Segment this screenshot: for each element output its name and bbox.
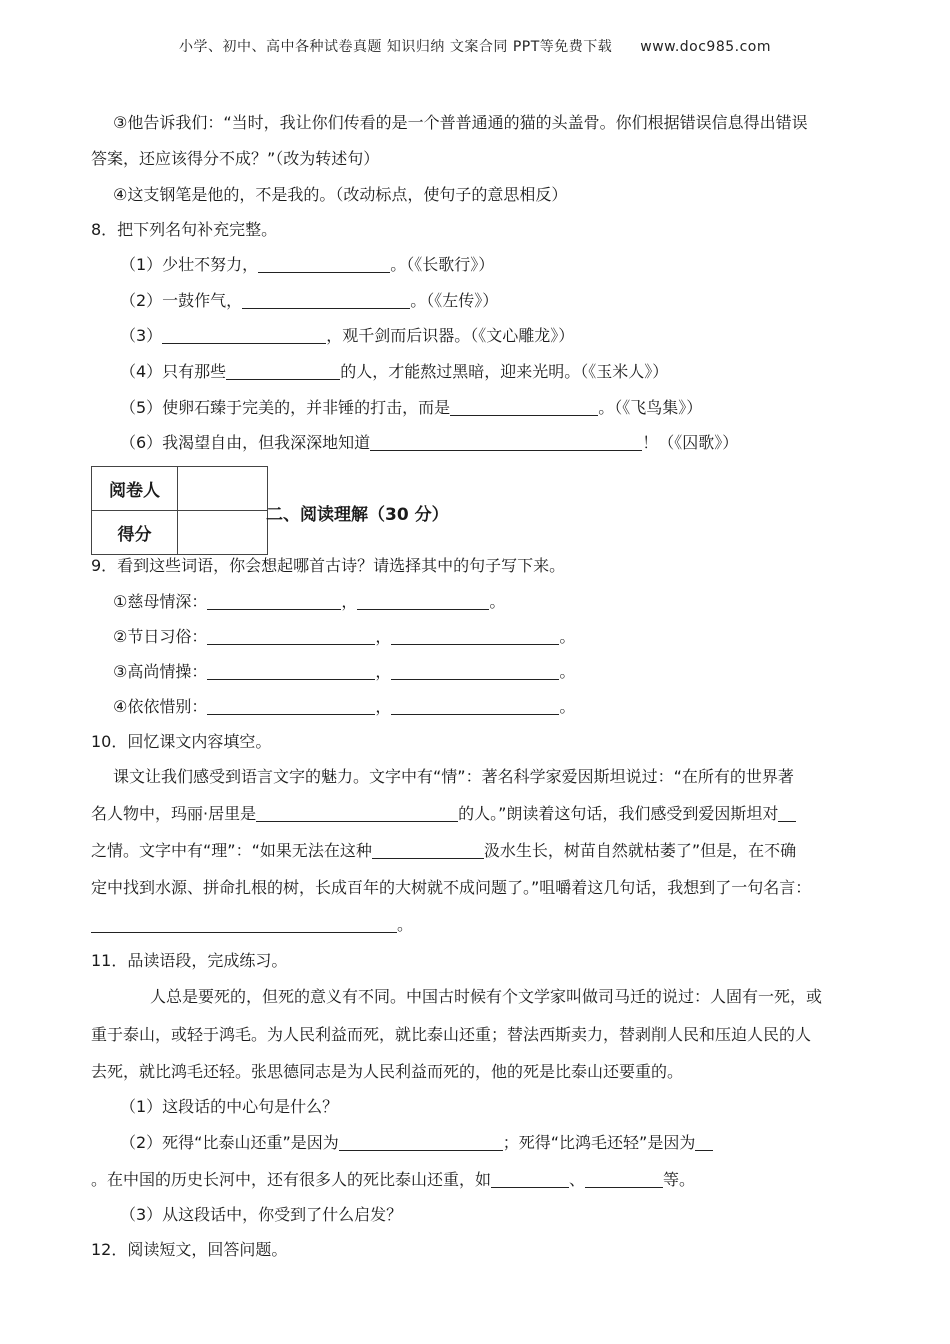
- q8-s2-post: 。（《左传》）: [410, 291, 499, 310]
- q8-s3-blank[interactable]: [162, 327, 326, 344]
- q8-s1-post: 。（《长歌行》）: [390, 255, 495, 274]
- q9-i3-blank-b[interactable]: [391, 663, 559, 680]
- section-title: 二、阅读理解（30 分）: [266, 505, 449, 525]
- grader-value[interactable]: [178, 467, 268, 511]
- q11-blank-2[interactable]: [695, 1134, 713, 1151]
- q10-blank-4[interactable]: [91, 916, 397, 933]
- q9-i1-blank-b[interactable]: [357, 593, 489, 610]
- q9-i2-period: 。: [559, 627, 576, 646]
- q11-sub-1: （1）这段话的中心句是什么？: [120, 1097, 339, 1116]
- q7-item3-line2: 答案，还应该得分不成？”（改为转述句）: [91, 149, 380, 168]
- q9-i4-period: 。: [559, 697, 576, 716]
- q9-item-3: [113, 661, 575, 683]
- q7-item4: ④这支钢笔是他的，不是我的。（改动标点，使句子的意思相反）: [113, 185, 568, 204]
- q10-blank-2[interactable]: [778, 805, 796, 822]
- q11-sub-3: （3）从这段话中，你受到了什么启发？: [120, 1205, 403, 1224]
- score-label: 得分: [92, 511, 178, 555]
- q8-s4-post: 的人，才能熬过黑暗，迎来光明。（《玉米人》）: [340, 362, 669, 381]
- q8-sentence-4: [120, 361, 668, 383]
- page-header: [0, 36, 950, 56]
- q9-i2-blank-a[interactable]: [207, 628, 375, 645]
- q9-item-2: [113, 626, 575, 648]
- q11-blank-3[interactable]: [491, 1171, 569, 1188]
- q10-blank-3[interactable]: [372, 842, 484, 859]
- q8-s6-blank[interactable]: [370, 434, 642, 451]
- q8-s1-blank[interactable]: [258, 256, 390, 273]
- q10-line-4: 定中找到水源、拼命扎根的树，长成百年的大树就不成问题了。”咀嚼着这几句话，我想到了一句名言：: [91, 878, 812, 897]
- q11-sub2-mid: ；死得“比鸿毛还轻”是因为: [502, 1133, 696, 1152]
- q10-l2-pre: 名人物中，玛丽·居里是: [91, 804, 257, 823]
- q8-s2-pre: （2）一鼓作气，: [120, 291, 243, 310]
- q11-para-1: 人总是要死的，但死的意义有不同。中国古时候有个文学家叫做司马迁的说过：人固有一死，或: [150, 987, 823, 1006]
- q9-i1-period: 。: [489, 592, 506, 611]
- q11-sub2-sep: 、: [569, 1170, 586, 1189]
- q9-i3-label: ③高尚情操：: [113, 662, 208, 681]
- q9-i3-blank-a[interactable]: [207, 663, 375, 680]
- q9-i4-label: ④依依惜别：: [113, 697, 208, 716]
- q8-s3-pre: （3）: [120, 326, 163, 345]
- q8-sentence-1: [120, 254, 494, 276]
- q8-s2-blank[interactable]: [242, 292, 410, 309]
- q10-line-3: [91, 840, 796, 862]
- q8-s4-blank[interactable]: [226, 363, 340, 380]
- q9-i4-blank-b[interactable]: [391, 698, 559, 715]
- q8-s3-post: ，观千剑而后识器。（《文心雕龙》）: [326, 326, 575, 345]
- q8-s4-pre: （4）只有那些: [120, 362, 227, 381]
- q10-stem: 10．回忆课文内容填空。: [91, 732, 272, 751]
- q10-l5-post: 。: [397, 915, 414, 934]
- q10-blank-1[interactable]: [256, 805, 458, 822]
- q11-sub2-l2-pre: 。在中国的历史长河中，还有很多人的死比泰山还重，如: [91, 1170, 492, 1189]
- q11-blank-4[interactable]: [585, 1171, 663, 1188]
- q10-l3-post: 汲水生长，树苗自然就枯萎了”但是，在不确: [483, 841, 797, 860]
- q8-sentence-3: [120, 325, 574, 347]
- q9-i1-comma: ，: [341, 592, 358, 611]
- q10-line-5: [91, 914, 413, 936]
- q11-para-2: 重于泰山，或轻于鸿毛。为人民利益而死，就比泰山还重；替法西斯卖力，替剥削人民和压迫人民的人: [91, 1025, 812, 1044]
- q8-sentence-6: [120, 432, 738, 454]
- q8-stem: 8．把下列名句补充完整。: [91, 220, 278, 239]
- q8-s6-post: ！（《囚歌》）: [642, 433, 739, 452]
- score-value[interactable]: [178, 511, 268, 555]
- q11-sub-2-line2: [91, 1169, 695, 1191]
- q9-item-1: [113, 591, 505, 613]
- q11-para-3: 去死，就比鸿毛还轻。张思德同志是为人民利益而死的，他的死是比泰山还要重的。: [91, 1062, 684, 1081]
- q8-s6-pre: （6）我渴望自由，但我深深地知道: [120, 433, 371, 452]
- q11-sub2-end: 等。: [663, 1170, 696, 1189]
- q9-i2-label: ②节日习俗：: [113, 627, 208, 646]
- q9-i2-comma: ，: [375, 627, 392, 646]
- q9-item-4: [113, 696, 575, 718]
- q9-i1-blank-a[interactable]: [207, 593, 341, 610]
- q8-s5-post: 。（《飞鸟集》）: [598, 398, 703, 417]
- q8-s5-blank[interactable]: [450, 399, 598, 416]
- q11-sub-2: [120, 1132, 713, 1154]
- q9-i3-period: 。: [559, 662, 576, 681]
- header-site: www.doc985.com: [640, 39, 772, 55]
- q9-i4-blank-a[interactable]: [207, 698, 375, 715]
- q8-s5-pre: （5）使卵石臻于完美的，并非锤的打击，而是: [120, 398, 451, 417]
- q9-i2-blank-b[interactable]: [391, 628, 559, 645]
- q9-i1-label: ①慈母情深：: [113, 592, 208, 611]
- grader-label: 阅卷人: [92, 467, 178, 511]
- q9-stem: 9．看到这些词语，你会想起哪首古诗？请选择其中的句子写下来。: [91, 556, 566, 575]
- q11-blank-1[interactable]: [339, 1134, 503, 1151]
- header-text: 小学、初中、高中各种试卷真题 知识归纳 文案合同 PPT等免费下载: [178, 39, 613, 55]
- q11-stem: 11．品读语段，完成练习。: [91, 951, 288, 970]
- q10-l3-pre: 之情。文字中有“理”：“如果无法在这种: [91, 841, 372, 860]
- q8-sentence-5: [120, 397, 702, 419]
- q9-i4-comma: ，: [375, 697, 392, 716]
- q7-item3-line1: ③他告诉我们：“当时，我让你们传看的是一个普普通通的猫的头盖骨。你们根据错误信息得出错误: [113, 113, 808, 132]
- q11-sub2-pre: （2）死得“比泰山还重”是因为: [120, 1133, 339, 1152]
- q12-stem: 12．阅读短文，回答问题。: [91, 1240, 288, 1259]
- q8-s1-pre: （1）少壮不努力，: [120, 255, 259, 274]
- q9-i3-comma: ，: [375, 662, 392, 681]
- q10-line-1: 课文让我们感受到语言文字的魅力。文字中有“情”：著名科学家爱因斯坦说过：“在所有的世界著: [113, 767, 794, 786]
- q10-line-2: [91, 803, 796, 825]
- q8-sentence-2: [120, 290, 498, 312]
- q10-l2-mid: 的人。”朗读着这句话，我们感受到爱因斯坦对: [458, 804, 779, 823]
- grader-table: [91, 466, 268, 555]
